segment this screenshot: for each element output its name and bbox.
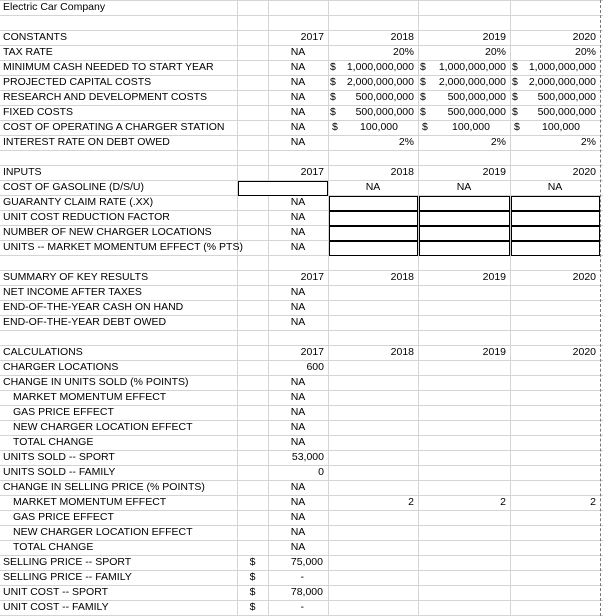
sheet-title[interactable]: Electric Car Company xyxy=(3,1,106,13)
calc-value-2019[interactable]: 2 xyxy=(500,496,506,508)
year-header-2019[interactable]: 2019 xyxy=(482,166,506,178)
dollar-sign: $ xyxy=(512,106,518,118)
year-header-2017[interactable]: 2017 xyxy=(300,31,324,43)
summary-value-2017[interactable]: NA xyxy=(290,316,306,328)
amount: 500,000,000 xyxy=(537,91,596,103)
calc-label[interactable]: TOTAL CHANGE xyxy=(13,436,94,448)
calc-value-2017[interactable]: NA xyxy=(290,436,306,448)
input-cell-2020[interactable] xyxy=(511,211,600,226)
input-cell-2017[interactable] xyxy=(238,181,328,196)
constant-label[interactable]: FIXED COSTS xyxy=(3,106,74,118)
input-cell-2020[interactable] xyxy=(511,196,600,211)
constant-value-2020[interactable] xyxy=(512,75,596,90)
dollar-sign: $ xyxy=(330,76,336,88)
constant-value-2019[interactable] xyxy=(420,90,506,105)
dollar-sign: $ xyxy=(514,121,520,133)
input-value-2017[interactable]: NA xyxy=(290,241,306,253)
dollar-sign: $ xyxy=(512,76,518,88)
constant-label[interactable]: RESEARCH AND DEVELOPMENT COSTS xyxy=(3,91,208,103)
section-header-summary[interactable]: SUMMARY OF KEY RESULTS xyxy=(3,271,149,283)
amount: 1,000,000,000 xyxy=(438,61,506,73)
input-cell-2019[interactable] xyxy=(419,226,510,241)
row-gridline xyxy=(0,15,603,16)
amount: 1,000,000,000 xyxy=(528,61,596,73)
calc-label[interactable]: NEW CHARGER LOCATION EFFECT xyxy=(13,421,193,433)
calc-label[interactable]: SELLING PRICE -- SPORT xyxy=(3,556,132,568)
calc-label[interactable]: MARKET MOMENTUM EFFECT xyxy=(13,391,167,403)
dollar-sign: $ xyxy=(420,76,426,88)
column-gridline xyxy=(418,0,419,616)
dollar-sign[interactable]: $ xyxy=(249,571,256,583)
year-header-2017[interactable]: 2017 xyxy=(300,346,324,358)
calc-label[interactable]: SELLING PRICE -- FAMILY xyxy=(3,571,132,583)
calc-label[interactable]: UNIT COST -- SPORT xyxy=(3,586,109,598)
constant-value-2017[interactable]: NA xyxy=(290,91,306,103)
input-value-2019[interactable]: NA xyxy=(456,181,472,193)
summary-label[interactable]: END-OF-THE-YEAR CASH ON HAND xyxy=(3,301,184,313)
amount: 1,000,000,000 xyxy=(346,61,414,73)
section-header-calculations[interactable]: CALCULATIONS xyxy=(3,346,83,358)
calc-label[interactable]: MARKET MOMENTUM EFFECT xyxy=(13,496,167,508)
constant-value-2018[interactable] xyxy=(330,75,414,90)
amount: 500,000,000 xyxy=(355,91,414,103)
constant-value-2017[interactable]: NA xyxy=(290,46,306,58)
dollar-sign: $ xyxy=(512,91,518,103)
amount: 500,000,000 xyxy=(537,106,596,118)
input-value-2017[interactable]: NA xyxy=(290,196,306,208)
dollar-sign: $ xyxy=(330,91,336,103)
calc-value-2017[interactable]: 0 xyxy=(318,466,324,478)
constant-label[interactable]: PROJECTED CAPITAL COSTS xyxy=(3,76,152,88)
calc-label[interactable]: CHARGER LOCATIONS xyxy=(3,361,119,373)
dollar-sign[interactable]: $ xyxy=(249,601,256,613)
input-cell-2018[interactable] xyxy=(329,241,418,256)
year-header-2019[interactable]: 2019 xyxy=(482,31,506,43)
year-header-2019[interactable]: 2019 xyxy=(482,271,506,283)
input-cell-2020[interactable] xyxy=(511,226,600,241)
input-cell-2018[interactable] xyxy=(329,211,418,226)
calc-label[interactable]: UNITS SOLD -- FAMILY xyxy=(3,466,116,478)
amount: 500,000,000 xyxy=(447,91,506,103)
amount: 2,000,000,000 xyxy=(528,76,596,88)
constant-value-2019[interactable] xyxy=(420,75,506,90)
row-gridline xyxy=(0,150,603,151)
constant-label[interactable]: MINIMUM CASH NEEDED TO START YEAR xyxy=(3,61,214,73)
constant-value-2018[interactable] xyxy=(330,60,414,75)
year-header-2018[interactable]: 2018 xyxy=(390,346,414,358)
constant-value-2017[interactable]: NA xyxy=(290,61,306,73)
calc-value-2017[interactable]: NA xyxy=(290,421,306,433)
dollar-sign: $ xyxy=(330,106,336,118)
constant-value-2018[interactable]: 100,000 xyxy=(360,121,398,133)
constant-value-2018[interactable] xyxy=(330,90,414,105)
input-value-2020[interactable]: NA xyxy=(547,181,563,193)
input-cell-2019[interactable] xyxy=(419,211,510,226)
calc-value-2018[interactable]: 2 xyxy=(408,496,414,508)
dollar-sign: $ xyxy=(420,106,426,118)
input-label[interactable]: COST OF GASOLINE (D/S/U) xyxy=(3,181,144,193)
constant-value-2020[interactable] xyxy=(512,60,596,75)
year-header-2020[interactable]: 2020 xyxy=(572,31,596,43)
calc-value-2017[interactable]: NA xyxy=(290,406,306,418)
calc-label[interactable]: TOTAL CHANGE xyxy=(13,541,94,553)
calc-value-2017[interactable]: NA xyxy=(290,391,306,403)
dollar-sign: $ xyxy=(420,61,426,73)
year-header-2017[interactable]: 2017 xyxy=(300,166,324,178)
calc-label[interactable]: UNIT COST -- FAMILY xyxy=(3,601,109,613)
constant-value-2020[interactable] xyxy=(512,105,596,120)
input-label[interactable]: UNIT COST REDUCTION FACTOR xyxy=(3,211,170,223)
input-cell-2018[interactable] xyxy=(329,226,418,241)
input-label[interactable]: UNITS -- MARKET MOMENTUM EFFECT (% PTS) xyxy=(3,241,243,253)
input-cell-2019[interactable] xyxy=(419,196,510,211)
calc-value-2017[interactable]: - xyxy=(300,571,304,583)
constant-value-2017[interactable]: NA xyxy=(290,76,306,88)
input-label[interactable]: GUARANTY CLAIM RATE (.XX) xyxy=(3,196,154,208)
year-header-2017[interactable]: 2017 xyxy=(300,271,324,283)
year-header-2019[interactable]: 2019 xyxy=(482,346,506,358)
constant-value-2019[interactable] xyxy=(420,105,506,120)
year-header-2018[interactable]: 2018 xyxy=(390,166,414,178)
input-cell-2018[interactable] xyxy=(329,196,418,211)
constant-value-2019[interactable]: 100,000 xyxy=(452,121,490,133)
input-label[interactable]: NUMBER OF NEW CHARGER LOCATIONS xyxy=(3,226,212,238)
calc-value-2017[interactable]: NA xyxy=(290,376,306,388)
constant-value-2020[interactable]: 2% xyxy=(580,136,596,148)
constant-value-2020[interactable] xyxy=(512,90,596,105)
input-value-2017[interactable]: NA xyxy=(290,226,306,238)
input-value-2017[interactable]: NA xyxy=(290,211,306,223)
summary-label[interactable]: END-OF-THE-YEAR DEBT OWED xyxy=(3,316,167,328)
section-header-constants[interactable]: CONSTANTS xyxy=(3,31,67,43)
constant-label[interactable]: TAX RATE xyxy=(3,46,53,58)
input-cell-2019[interactable] xyxy=(419,241,510,256)
amount: 2,000,000,000 xyxy=(438,76,506,88)
calc-label[interactable]: CHANGE IN SELLING PRICE (% POINTS) xyxy=(3,481,205,493)
calc-label[interactable]: CHANGE IN UNITS SOLD (% POINTS) xyxy=(3,376,189,388)
calc-label[interactable]: GAS PRICE EFFECT xyxy=(13,511,114,523)
constant-label[interactable]: COST OF OPERATING A CHARGER STATION xyxy=(3,121,225,133)
calc-value-2017[interactable]: NA xyxy=(290,496,306,508)
year-header-2020[interactable]: 2020 xyxy=(572,271,596,283)
constant-value-2017[interactable]: NA xyxy=(290,136,306,148)
summary-value-2017[interactable]: NA xyxy=(290,301,306,313)
constant-value-2018[interactable]: 2% xyxy=(398,136,414,148)
summary-label[interactable]: NET INCOME AFTER TAXES xyxy=(3,286,142,298)
calc-value-2020[interactable]: 2 xyxy=(590,496,596,508)
dollar-sign: $ xyxy=(422,121,428,133)
page-break-line xyxy=(600,0,601,616)
calc-value-2017[interactable]: 600 xyxy=(306,361,324,373)
constant-value-2017[interactable]: NA xyxy=(290,121,306,133)
constant-label[interactable]: INTEREST RATE ON DEBT OWED xyxy=(3,136,170,148)
dollar-sign[interactable]: $ xyxy=(249,556,256,568)
summary-value-2017[interactable]: NA xyxy=(290,286,306,298)
constant-value-2019[interactable] xyxy=(420,60,506,75)
amount: 2,000,000,000 xyxy=(346,76,414,88)
year-header-2018[interactable]: 2018 xyxy=(390,31,414,43)
constant-value-2019[interactable]: 2% xyxy=(490,136,506,148)
calc-label[interactable]: UNITS SOLD -- SPORT xyxy=(3,451,115,463)
calc-value-2017[interactable]: 78,000 xyxy=(290,586,323,598)
calc-value-2017[interactable]: NA xyxy=(290,511,306,523)
row-gridline xyxy=(0,330,603,331)
section-header-inputs[interactable]: INPUTS xyxy=(3,166,42,178)
dollar-sign: $ xyxy=(332,121,338,133)
year-header-2018[interactable]: 2018 xyxy=(390,271,414,283)
calc-label[interactable]: NEW CHARGER LOCATION EFFECT xyxy=(13,526,193,538)
column-gridline xyxy=(328,0,329,616)
dollar-sign: $ xyxy=(330,61,336,73)
constant-value-2018[interactable]: 20% xyxy=(392,46,414,58)
amount: 500,000,000 xyxy=(447,106,506,118)
calc-value-2017[interactable]: NA xyxy=(290,526,306,538)
year-header-2020[interactable]: 2020 xyxy=(572,346,596,358)
calc-value-2017[interactable]: 75,000 xyxy=(290,556,323,568)
calc-value-2017[interactable]: NA xyxy=(290,541,306,553)
input-cell-2020[interactable] xyxy=(511,241,600,256)
calc-value-2017[interactable]: - xyxy=(300,601,304,613)
dollar-sign[interactable]: $ xyxy=(249,586,256,598)
constant-value-2020[interactable]: 20% xyxy=(574,46,596,58)
constant-value-2020[interactable]: 100,000 xyxy=(542,121,580,133)
year-header-2020[interactable]: 2020 xyxy=(572,166,596,178)
dollar-sign: $ xyxy=(420,91,426,103)
calc-label[interactable]: GAS PRICE EFFECT xyxy=(13,406,114,418)
constant-value-2017[interactable]: NA xyxy=(290,106,306,118)
constant-value-2018[interactable] xyxy=(330,105,414,120)
dollar-sign: $ xyxy=(512,61,518,73)
input-value-2018[interactable]: NA xyxy=(365,181,381,193)
amount: 500,000,000 xyxy=(355,106,414,118)
column-gridline xyxy=(510,0,511,616)
calc-value-2017[interactable]: NA xyxy=(290,481,306,493)
constant-value-2019[interactable]: 20% xyxy=(484,46,506,58)
calc-value-2017[interactable]: 53,000 xyxy=(291,451,324,463)
